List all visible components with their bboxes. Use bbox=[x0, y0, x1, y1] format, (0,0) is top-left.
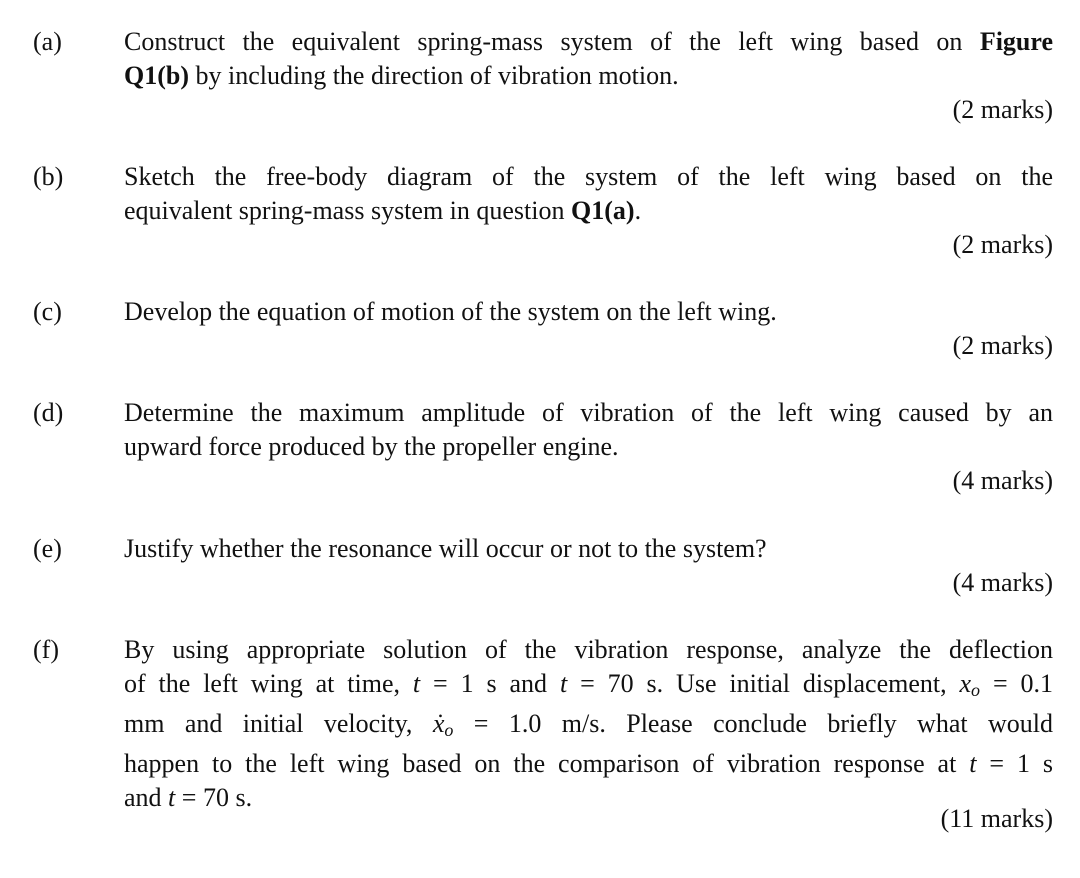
math-var: ẋ bbox=[432, 709, 445, 738]
question-text bbox=[124, 295, 1053, 329]
marks: (2 marks) bbox=[952, 331, 1053, 360]
text-run: happen to the left wing based on the comparison of vibration response at bbox=[124, 749, 970, 778]
math-var: t bbox=[969, 749, 977, 778]
marks: (4 marks) bbox=[952, 466, 1053, 495]
marks: (4 marks) bbox=[952, 568, 1053, 597]
question-text bbox=[124, 633, 1053, 815]
question-text bbox=[124, 532, 1053, 566]
text-run: by including the direction of vibration motion. bbox=[189, 61, 679, 90]
text-run: of the left wing at time, bbox=[124, 669, 413, 698]
marks: (2 marks) bbox=[952, 230, 1053, 259]
text-run: mm and initial velocity, bbox=[124, 709, 433, 738]
text-run: = 1 s bbox=[976, 749, 1053, 778]
text-run: Construct the equivalent spring-mass system of the left wing based on bbox=[124, 27, 980, 56]
question-text bbox=[124, 25, 1053, 93]
math-subscript: o bbox=[444, 720, 454, 740]
question-label: (e) bbox=[33, 534, 62, 563]
text-run: upward force produced by the propeller engine. bbox=[124, 432, 619, 461]
question-label: (d) bbox=[33, 398, 64, 427]
text-run: Sketch the free-body diagram of the system of the left wing based on the bbox=[124, 162, 1053, 191]
text-run: Determine the maximum amplitude of vibration of the left wing caused by an bbox=[124, 398, 1053, 427]
bold-run: Q1(b) bbox=[124, 61, 189, 90]
text-run: = 70 s. bbox=[175, 783, 253, 812]
text-run: = 0.1 bbox=[980, 669, 1053, 698]
bold-run: Figure bbox=[979, 27, 1053, 56]
text-run: = 1 s and bbox=[420, 669, 560, 698]
math-var: x bbox=[959, 669, 972, 698]
question-label: (b) bbox=[33, 162, 64, 191]
text-run: Justify whether the resonance will occur or not to the system? bbox=[124, 534, 767, 563]
text-run: = 70 s. Use initial displacement, bbox=[567, 669, 960, 698]
question-label: (a) bbox=[33, 27, 62, 56]
text-run: equivalent spring-mass system in question bbox=[124, 196, 572, 225]
text-run: . bbox=[634, 196, 642, 225]
marks: (11 marks) bbox=[940, 804, 1053, 833]
text-run: By using appropriate solution of the vibration response, analyze the deflection bbox=[124, 635, 1053, 664]
marks: (2 marks) bbox=[952, 95, 1053, 124]
math-var: t bbox=[168, 783, 176, 812]
question-text bbox=[124, 160, 1053, 228]
text-run: = 1.0 m/s. Please conclude briefly what would bbox=[453, 709, 1053, 738]
math-subscript: o bbox=[971, 680, 981, 700]
math-var: t bbox=[559, 669, 568, 698]
bold-run: Q1(a) bbox=[571, 196, 635, 225]
text-run: Develop the equation of motion of the system on the left wing. bbox=[124, 297, 777, 326]
question-label: (c) bbox=[33, 297, 62, 326]
text-run: and bbox=[124, 783, 169, 812]
question-label: (f) bbox=[33, 635, 59, 664]
question-text bbox=[124, 396, 1053, 464]
math-var: t bbox=[412, 669, 421, 698]
